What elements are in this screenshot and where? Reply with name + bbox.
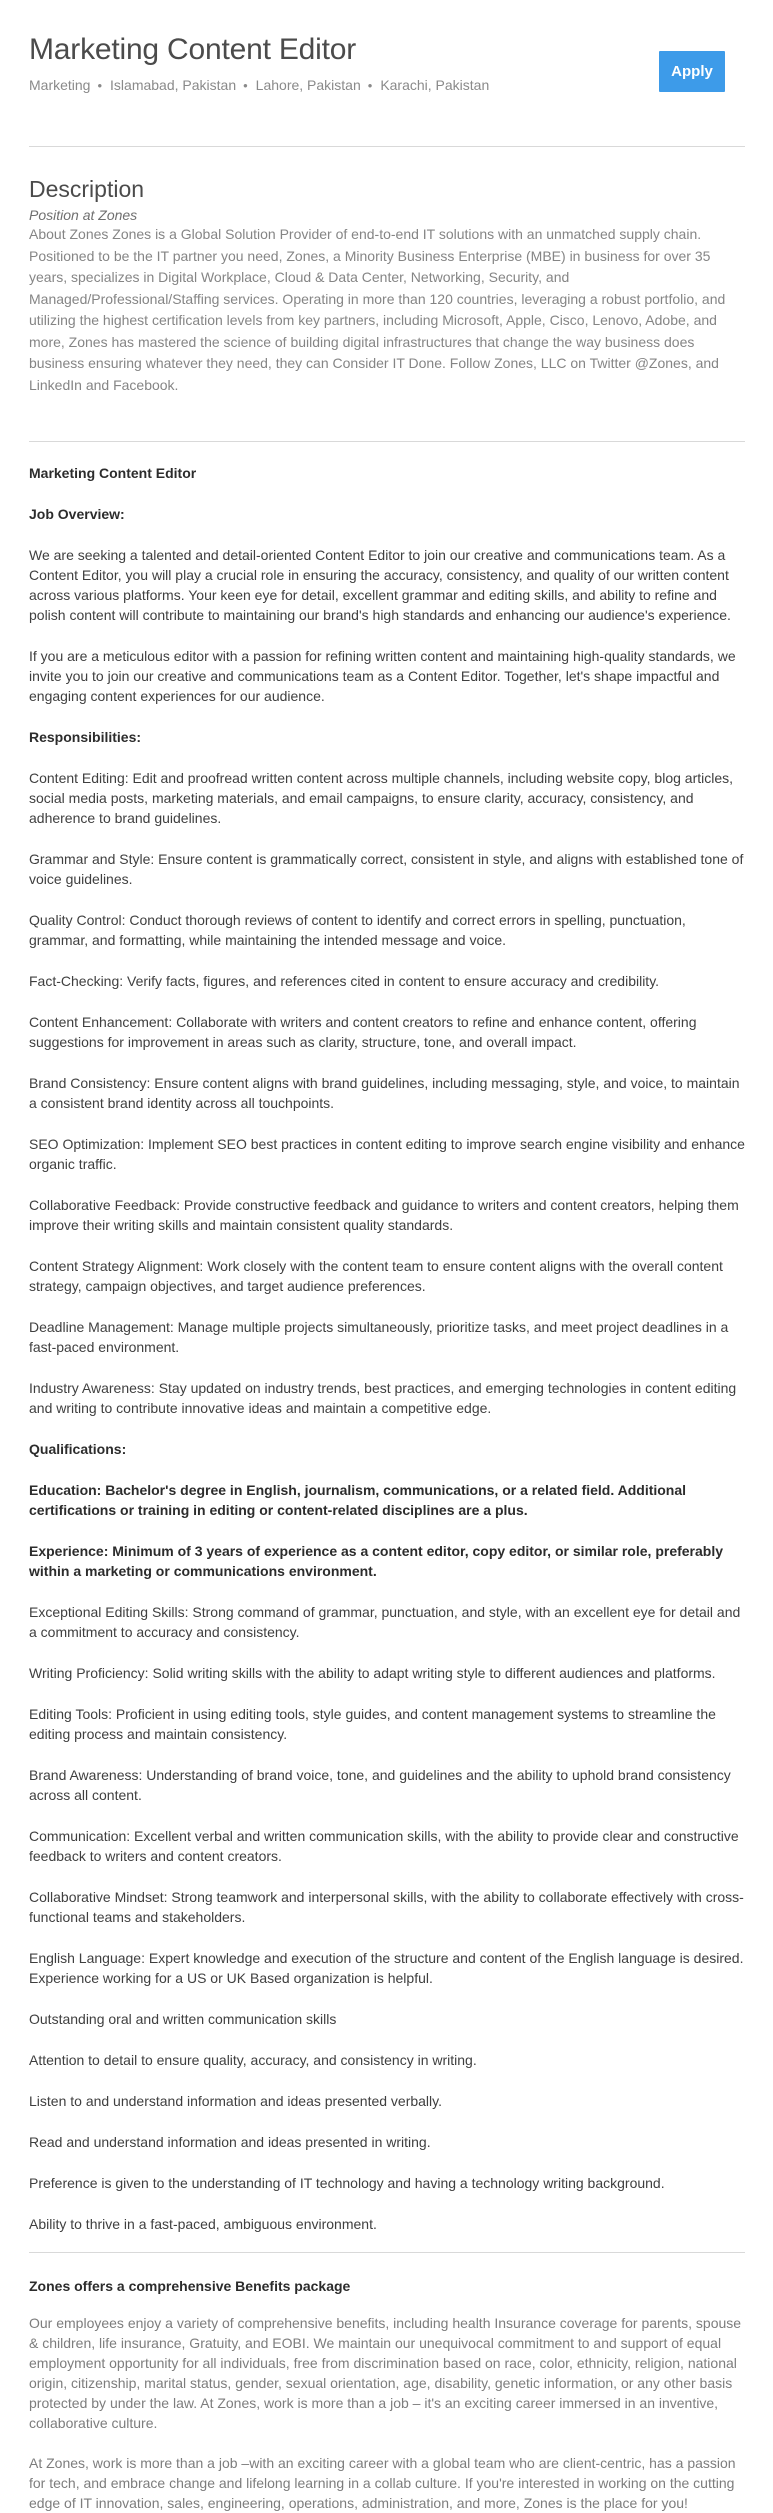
responsibility-item: Grammar and Style: Ensure content is grammatically correct, consistent in style, and aligns with established tone of voice guidelines. [29,851,744,887]
qualification-item: Outstanding oral and written communication skills [29,2011,337,2027]
qualification-experience: Experience: Minimum of 3 years of experience as a content editor, copy editor, or similar role, preferably within a marketing or communications environment. [29,1543,724,1579]
meta-separator: • [367,78,373,93]
role-heading: Marketing Content Editor [29,465,197,481]
responsibility-item: Collaborative Feedback: Provide constructive feedback and guidance to writers and content creators, helping them improve their writing skills and maintain consistent quality standards. [29,1197,739,1233]
qualification-item: English Language: Expert knowledge and execution of the structure and content of the English language is desired. Experience working for a US or UK Based organization is helpful. [29,1950,744,1986]
meta-location-lahore: Lahore, Pakistan [255,77,361,93]
apply-button[interactable]: Apply [659,51,725,92]
job-meta [29,76,745,95]
meta-department: Marketing [29,77,91,93]
qualification-item: Read and understand information and ideas presented in writing. [29,2134,431,2150]
qualifications-heading: Qualifications: [29,1441,127,1457]
responsibility-item: Industry Awareness: Stay updated on industry trends, best practices, and emerging technologies in content editing and writing to contribute innovative ideas and maintain a competitive edge. [29,1380,737,1416]
meta-location-karachi: Karachi, Pakistan [380,77,490,93]
job-details [29,442,745,2234]
responsibility-item: Brand Consistency: Ensure content aligns with brand guidelines, including messaging, style, and voice, to maintain a consistent brand identity across all touchpoints. [29,1075,740,1111]
qualification-item: Exceptional Editing Skills: Strong command of grammar, punctuation, and style, with an excellent eye for detail and a commitment to accuracy and consistency. [29,1604,741,1640]
meta-separator: • [243,78,248,93]
benefits-paragraph: At Zones, work is more than a job –with an exciting career with a global team who are client-centric, has a passion for tech, and embrace change and lifelong learning in a collab culture. If you're interested in working on the cutting edge of IT innovation, sales, engineering, operations, administration, and more, Zones is the place for you! [29,2455,736,2511]
company-about: About Zones Zones is a Global Solution Provider of end-to-end IT solutions with an unmatched supply chain. Positioned to be the IT partner you need, Zones, a Minority Business Enterprise (MBE) in business for over 35 years, specializes in Digital Workplace, Cloud & Data Center, Networking, Security, and Managed/Professional/Staffing services. Operating in more than 120 countries, leveraging a robust portfolio, and utilizing the highest certification levels from key partners, including Microsoft, Apple, Cisco, Lenovo, Adobe, and more, Zones has mastered the science of building digital infrastructures that change the way business does business ensuring whatever they need, they can Consider IT Done. Follow Zones, LLC on Twitter @Zones, and LinkedIn and Facebook. [29,226,726,393]
benefits-paragraph: Our employees enjoy a variety of comprehensive benefits, including health Insurance coverage for parents, spouse & children, life insurance, Gratuity, and EOBI. We maintain our unequivocal commitment to and support of equal employment opportunity for all individuals, free from discrimination based on race, color, ethnicity, religion, national origin, citizenship, marital status, gender, sexual orientation, age, disability, genetic information, or any other basis protected by under the law. At Zones, work is more than a job – it's an exciting career immersed in an inventive, collaborative culture. [29,2315,742,2431]
job-title: Marketing Content Editor [29,33,357,66]
benefits-section [29,2253,745,2513]
qualification-item: Collaborative Mindset: Strong teamwork and interpersonal skills, with the ability to collaborate effectively with cross-functional teams and stakeholders. [29,1889,744,1925]
description-section [29,147,745,396]
qualification-item: Editing Tools: Proficient in using editing tools, style guides, and content management systems to streamline the editing process and maintain consistency. [29,1706,716,1742]
overview-paragraph: We are seeking a talented and detail-oriented Content Editor to join our creative and communications team. As a Content Editor, you will play a crucial role in ensuring the accuracy, consistency, and quality of our written content across various platforms. Your keen eye for detail, excellent grammar and editing skills, and ability to refine and polish content will contribute to maintaining our brand's high standards and enhancing our audience's experience. [29,547,731,623]
overview-heading: Job Overview: [29,506,125,522]
responsibility-item: Deadline Management: Manage multiple projects simultaneously, prioritize tasks, and meet project deadlines in a fast-paced environment. [29,1319,729,1355]
meta-separator: • [97,78,103,93]
responsibility-item: Fact-Checking: Verify facts, figures, and references cited in content to ensure accuracy and credibility. [29,973,660,989]
qualification-education: Education: Bachelor's degree in English, journalism, communications, or a related field. Additional certifications or training in editing or content-related disciplines are a plus. [29,1482,687,1518]
qualification-item: Listen to and understand information and ideas presented verbally. [29,2093,443,2109]
qualification-item: Writing Proficiency: Solid writing skills with the ability to adapt writing style to different audiences and platforms. [29,1665,716,1681]
responsibility-item: Content Strategy Alignment: Work closely with the content team to ensure content aligns with the overall content strategy, campaign objectives, and target audience preferences. [29,1258,723,1294]
description-heading: Description [29,176,145,202]
position-company: Position at Zones [29,207,138,223]
benefits-heading: Zones offers a comprehensive Benefits package [29,2278,351,2294]
qualification-item: Brand Awareness: Understanding of brand voice, tone, and guidelines and the ability to uphold brand consistency across all content. [29,1767,731,1803]
responsibility-item: SEO Optimization: Implement SEO best practices in content editing to improve search engine visibility and enhance organic traffic. [29,1136,745,1172]
qualification-item: Preference is given to the understanding of IT technology and having a technology writing background. [29,2175,665,2191]
responsibility-item: Content Editing: Edit and proofread written content across multiple channels, including website copy, blog articles, social media posts, marketing materials, and email campaigns, to ensure clarity, accuracy, consistency, and adherence to brand guidelines. [29,770,734,826]
meta-location-islamabad: Islamabad, Pakistan [110,77,237,93]
job-header [29,0,745,102]
qualification-item: Ability to thrive in a fast-paced, ambiguous environment. [29,2216,377,2232]
responsibilities-heading: Responsibilities: [29,729,142,745]
overview-paragraph: If you are a meticulous editor with a passion for refining written content and maintaining high-quality standards, we invite you to join our creative and communications team as a Content Editor. Together, let's shape impactful and engaging content experiences for our audience. [29,648,736,704]
qualification-item: Attention to detail to ensure quality, accuracy, and consistency in writing. [29,2052,477,2068]
qualification-item: Communication: Excellent verbal and written communication skills, with the ability to provide clear and constructive feedback to writers and content creators. [29,1828,739,1864]
responsibility-item: Quality Control: Conduct thorough reviews of content to identify and correct errors in spelling, punctuation, grammar, and formatting, while maintaining the intended message and voice. [29,912,686,948]
responsibility-item: Content Enhancement: Collaborate with writers and content creators to refine and enhance content, offering suggestions for improvement in areas such as clarity, structure, tone, and overall impact. [29,1014,697,1050]
